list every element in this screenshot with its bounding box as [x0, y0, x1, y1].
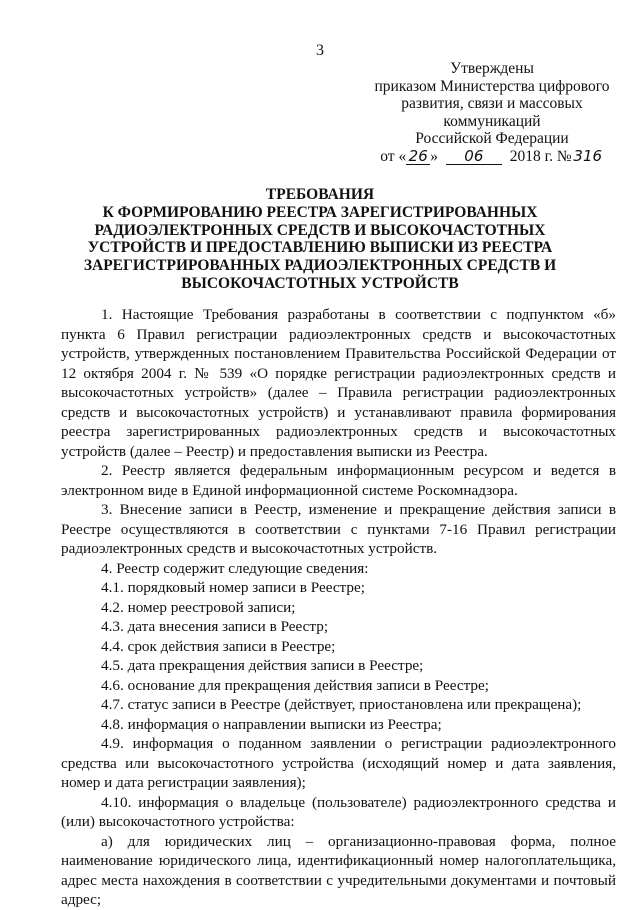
title-line: К ФОРМИРОВАНИЮ РЕЕСТРА ЗАРЕГИСТРИРОВАННЫХ	[102, 203, 538, 221]
date-year-text: 2018 г. №	[509, 147, 572, 165]
list-item-4-7: 4.7. статус записи в Реестре (действует, приостановлена или прекращена);	[101, 696, 582, 713]
document-title	[40, 186, 600, 293]
list-item-4-9: 4.9. информация о поданном заявлении о регистрации радиоэлектронного средства или высокочастотного устройства (исходящий номер и дата заявления, номер и дата регистрации заявления);	[61, 735, 616, 791]
list-item-4-10: 4.10. информация о владельце (пользователе) радиоэлектронного средства и (или) высокочастотного устройства:	[61, 793, 616, 830]
sub-item-a: а) для юридических лиц – организационно-правовая форма, полное наименование юридического лица, идентификационный номер налогоплательщика, адрес места нахождения в соответствии с учредительными документами и почтовый адрес;	[61, 832, 616, 908]
approval-line: приказом Министерства цифрового	[374, 77, 610, 95]
paragraph-3: 3. Внесение записи в Реестр, изменение и прекращение действия записи в Реестре осуществляются в соответствии с пунктами 7-16 Правил регистрации радиоэлектронных средств и высокочастотных устройств.	[61, 501, 616, 557]
list-item-4-8: 4.8. информация о направлении выписки из Реестра;	[101, 715, 442, 733]
title-line: РАДИОЭЛЕКТРОННЫХ СРЕДСТВ И ВЫСОКОЧАСТОТНЫХ	[94, 221, 546, 239]
list-item-4-6: 4.6. основание для прекращения действия записи в Реестре;	[101, 676, 489, 694]
approval-line: развития, связи и массовых	[401, 95, 583, 112]
date-day-suffix: »	[430, 147, 438, 165]
list-item-4-4: 4.4. срок действия записи в Реестре;	[101, 637, 336, 655]
list-item-4-2: 4.2. номер реестровой записи;	[101, 598, 296, 616]
approval-line: Российской Федерации	[415, 130, 569, 147]
approval-date-line	[372, 148, 612, 166]
list-item-4-5: 4.5. дата прекращения действия записи в Реестре;	[101, 657, 424, 674]
title-line: ВЫСОКОЧАСТОТНЫХ УСТРОЙСТВ	[181, 274, 459, 292]
paragraph-1: 1. Настоящие Требования разработаны в соответствии с подпунктом «б» пункта 6 Правил регистрации радиоэлектронных средств и высокочастотных устройств, утвержденных постановлением Правительства Российской Федерации от 12 октября 2004 г. № 539 «О порядке регистрации радиоэлектронных средств и высокочастотных устройств» (далее – Правила регистрации радиоэлектронных средств и высокочастотных устройств) и устанавливают правила формирования реестра зарегистрированных радиоэлектронных средств и высокочастотных устройств (далее – Реестр) и предоставления выписки из Реестра.	[61, 306, 616, 460]
list-item-4-3: 4.3. дата внесения записи в Реестр;	[101, 618, 329, 635]
title-line: УСТРОЙСТВ И ПРЕДОСТАВЛЕНИЮ ВЫПИСКИ ИЗ РЕЕСТРА	[87, 239, 553, 257]
approval-line: коммуникаций	[443, 112, 541, 130]
paragraph-4: 4. Реестр содержит следующие сведения:	[101, 559, 369, 577]
handwritten-order-number: 316	[573, 146, 603, 165]
approval-line: Утверждены	[450, 60, 534, 77]
list-item-4-1: 4.1. порядковый номер записи в Реестре;	[101, 579, 365, 596]
date-prefix: от «	[380, 147, 407, 165]
page-number: 3	[316, 42, 324, 59]
approval-block	[372, 60, 612, 165]
paragraph-2: 2. Реестр является федеральным информационным ресурсом и ведется в электронном виде в Единой информационной системе Роскомнадзора.	[61, 462, 616, 499]
title-line: ЗАРЕГИСТРИРОВАННЫХ РАДИОЭЛЕКТРОННЫХ СРЕДСТВ И	[83, 257, 557, 275]
handwritten-day: 26	[406, 149, 430, 165]
title-line: ТРЕБОВАНИЯ	[265, 186, 375, 203]
handwritten-month: 06	[446, 149, 502, 165]
document-body	[61, 305, 616, 910]
